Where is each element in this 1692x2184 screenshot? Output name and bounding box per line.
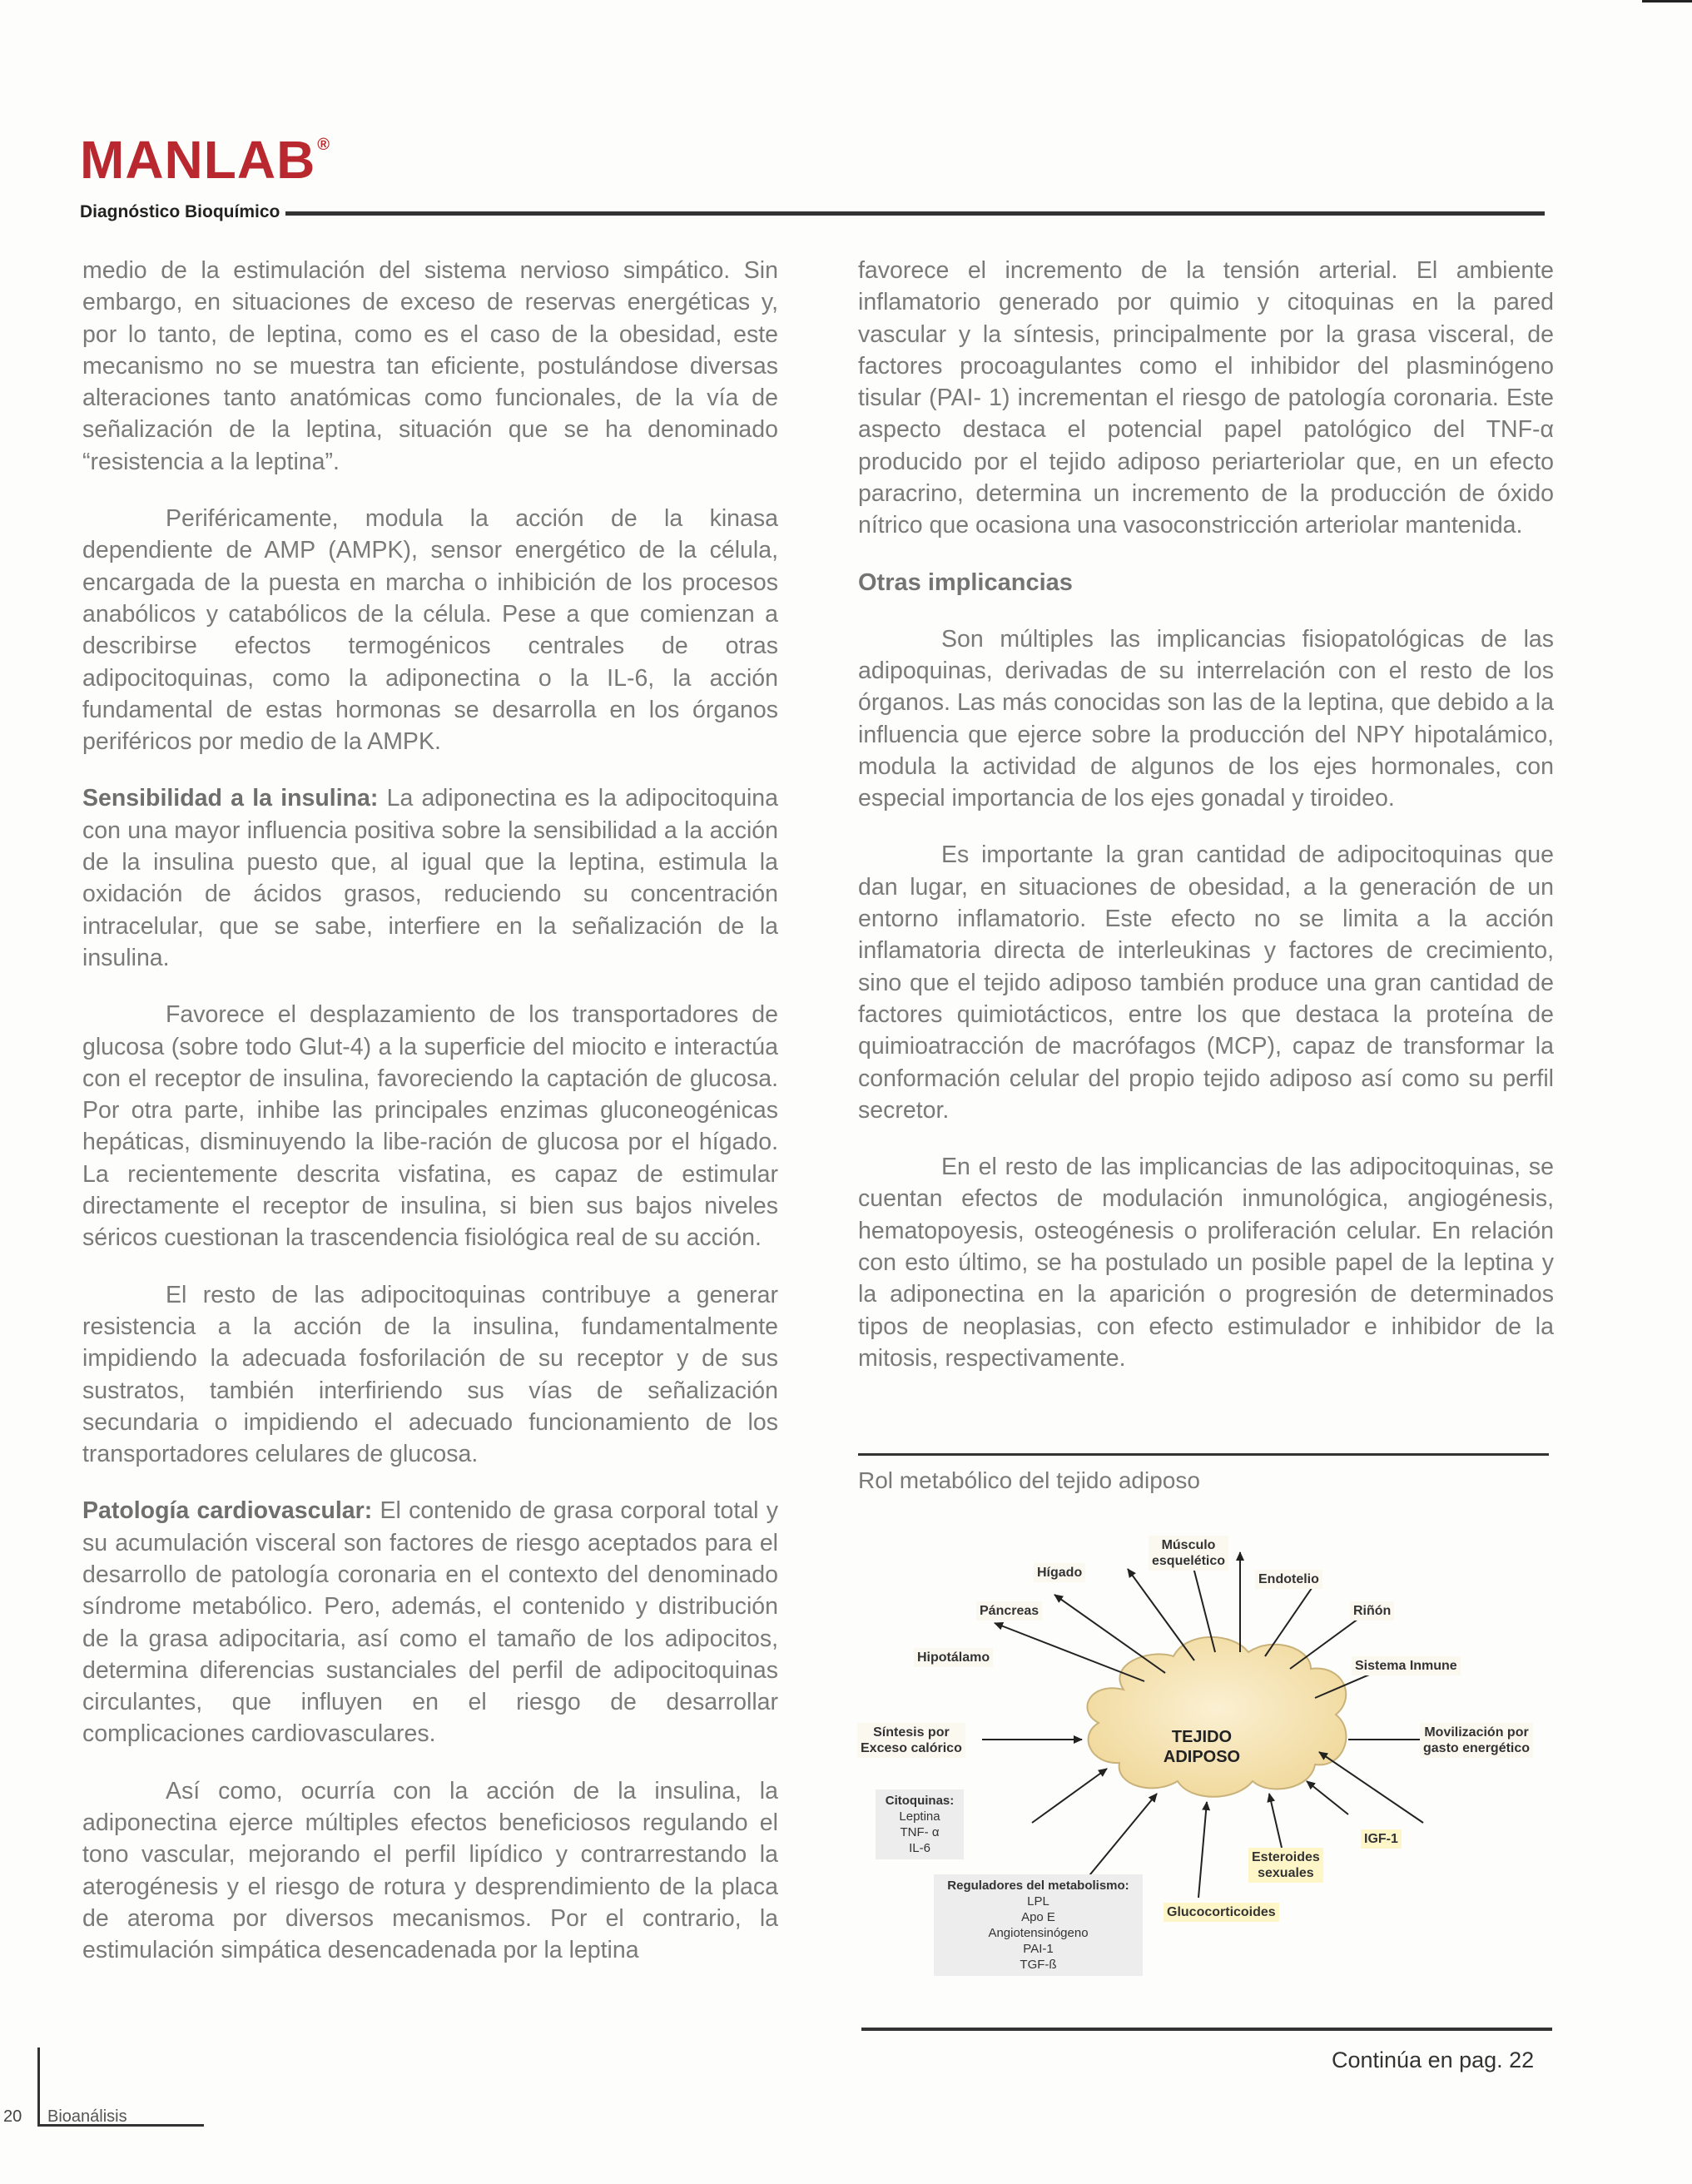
target-glucocorticoides: Glucocorticoides [1164, 1903, 1279, 1922]
paragraph: Periféricamente, modula la acción de la kinasa dependiente de AMP (AMPK), sensor energético de la célula, encargada de la puesta en marcha o inhibición de los procesos anabólicos y catabólicos de la célula. Pese a que comienzan a describirse efectos termogénicos centrales de otras adipocitoquinas, como la adiponectina o la IL-6, la acción fundamental de estas hormonas se desarrolla en los órganos periféricos por medio de la AMPK. [82, 505, 778, 756]
paragraph: favorece el incremento de la tensión arterial. El ambiente inflamatorio generado por quimio y citoquinas en la pared vascular y la síntesis, principalmente por la grasa visceral, de factores procoagulantes como el inhibidor del plasminógeno tisular (PAI- 1) incrementan el riesgo de patología coronaria. Este aspecto destaca el potencial papel patológico del TNF-α producido por el tejido adiposo periarteriolar que, en un efecto paracrino, determina un incremento de la producción de óxido nítrico que ocasiona una vasoconstricción arteriolar mantenida. [858, 257, 1554, 539]
figure-caption: Rol metabólico del tejido adiposo [858, 1467, 1200, 1493]
figure-bottom-rule [861, 2028, 1552, 2031]
target-endotelio: Endotelio [1255, 1570, 1322, 1589]
paragraph: medio de la estimulación del sistema nervioso simpático. Sin embargo, en situaciones de exceso de reservas energéticas y, por lo tanto, de leptina, como es el caso de la obesidad, este mecanismo no se muestra tan eficiente, postulándose diversas alteraciones tanto anatómicas como funcionales, de la vía de señalización de la leptina, situación que se ha denominado “resistencia a la leptina”. [82, 257, 778, 475]
paragraph-text: El contenido de grasa corporal total y su acumulación visceral son factores de riesgo aceptados para el desarrollo de patología coronaria en el contexto del denominado síndrome metabólico. Pero, además, el contenido y distribución de la grasa adipocitaria, así como el tamaño de los adipocitos, determina diferencias sustanciales del perfil de adipocitoquinas circulantes, que influyen en el riesgo de desarrollar complicaciones cardiovasculares. [82, 1497, 779, 1748]
target-sistema-inmune: Sistema Inmune [1352, 1656, 1461, 1675]
adipose-tissue-label: TEJIDO ADIPOSO [1163, 1728, 1241, 1766]
paragraph [82, 1495, 778, 1750]
right-column [858, 255, 1554, 1374]
paragraph-text: La adiponectina es la adipocitoquina con una mayor influencia positiva sobre la sensibilidad a la acción de la insulina puesto que, al igual que la leptina, estimula la oxidación de ácidos grasos, reduciendo su concentración intracelular, que se sabe, interfiere en la señalización de la insulina. [82, 785, 778, 971]
paragraph [82, 782, 778, 974]
paragraph: Favorece el desplazamiento de los transportadores de glucosa (sobre todo Glut-4) a la superficie del miocito e interactúa con el receptor de insulina, favoreciendo la captación de glucosa. Por otra parte, inhibe las principales enzimas gluconeogénicas hepáticas, disminuyendo la libe-ración de glucosa por el hígado. La recientemente descrita visfatina, es capaz de estimular directamente el receptor de insulina, si bien sus bajos niveles séricos cuestionan la trascendencia fisiológica real de su acción. [82, 1001, 778, 1252]
footer-vertical-rule [37, 2048, 40, 2126]
target-rinon: Riñón [1350, 1601, 1394, 1621]
target-esteroides: Esteroides sexuales [1248, 1848, 1323, 1883]
paragraph: Son múltiples las implicancias fisiopatológicas de las adipoquinas, derivadas de su interrelación con el resto de los órganos. Las más conocidas son las de la leptina, que debido a la influencia que ejerce sobre la producción del NPY hipotalámico, modula la actividad de algunos de los ejes hormonales, con especial importancia de los ejes gonadal y tiroideo. [858, 625, 1554, 812]
target-hipotalamo: Hipotálamo [914, 1648, 993, 1667]
target-pancreas: Páncreas [976, 1601, 1042, 1621]
figure-top-rule [858, 1453, 1549, 1456]
inline-heading: Sensibilidad a la insulina: [82, 785, 379, 812]
input-sintesis: Síntesis por Exceso calórico [857, 1723, 965, 1758]
page-number: 20 [3, 2107, 22, 2126]
target-higado: Hígado [1034, 1563, 1085, 1582]
paragraph: Es importante la gran cantidad de adipocitoquinas que dan lugar, en situaciones de obesidad, a la generación de un entorno inflamatorio. Este efecto no se limita a la acción inflamatoria directa de interleukinas y factores de crecimiento, sino que el tejido adiposo también produce una gran cantidad de factores quimiotácticos, entre los que destaca la proteína de quimioatracción de macrófagos (MCP), capaz de transformar la conformación celular del propio tejido adiposo así como su perfil secretor. [858, 841, 1554, 1124]
continued-note: Continúa en pag. 22 [1332, 2048, 1535, 2072]
target-movilizacion: Movilización por gasto energético [1420, 1723, 1533, 1758]
paragraph: El resto de las adipocitoquinas contribuye a generar resistencia a la acción de la insulina, fundamentalmente impidiendo la adecuada fosforilación de su receptor y de sus sustratos, también interfiriendo sus vías de señalización secundaria o impidiendo el adecuado funcionamiento de los transportadores celulares de glucosa. [82, 1281, 778, 1468]
left-column [82, 255, 778, 1967]
target-igf: IGF-1 [1361, 1829, 1402, 1849]
paragraph: En el resto de las implicancias de las adipocitoquinas, se cuentan efectos de modulación inmunológica, angiogénesis, hematopoyesis, osteogénesis o proliferación celular. En relación con esto último, se ha postulado un posible papel de la leptina y la adiponectina en la aparición o progresión de determinados tipos de neoplasias, con efecto estimulador e inhibidor de la mitosis, respectivamente. [858, 1154, 1554, 1372]
registered-mark: ® [317, 136, 331, 154]
journal-name: Bioanálisis [47, 2107, 127, 2126]
citoquinas-box: Citoquinas: Leptina TNF- α IL-6 [876, 1789, 964, 1859]
adipose-diagram [857, 1531, 1556, 1998]
brand-logo [80, 130, 331, 190]
inline-heading: Patología cardiovascular: [82, 1497, 373, 1525]
adipose-cloud [1087, 1637, 1346, 1797]
corner-mark [1642, 0, 1692, 2]
reguladores-box: Reguladores del metabolismo: LPL Apo E Angiotensinógeno PAI-1 TGF-ß [934, 1874, 1143, 1976]
brand-tagline: Diagnóstico Bioquímico [80, 202, 280, 221]
target-musculo: Músculo esquelético [1149, 1536, 1228, 1571]
section-heading: Otras implicancias [858, 568, 1073, 596]
brand-name: MANLAB [80, 130, 316, 190]
header-rule [285, 211, 1545, 216]
paragraph: Así como, ocurría con la acción de la insulina, la adiponectina ejerce múltiples efectos beneficiosos regulando el tono vascular, mejorando el perfil lipídico y contrarrestando la aterogénesis y el riesgo de rotura y desprendimiento de la placa de ateroma por diversos mecanismos. Por el contrario, la estimulación simpática desencadenada por la leptina [82, 1777, 778, 1964]
